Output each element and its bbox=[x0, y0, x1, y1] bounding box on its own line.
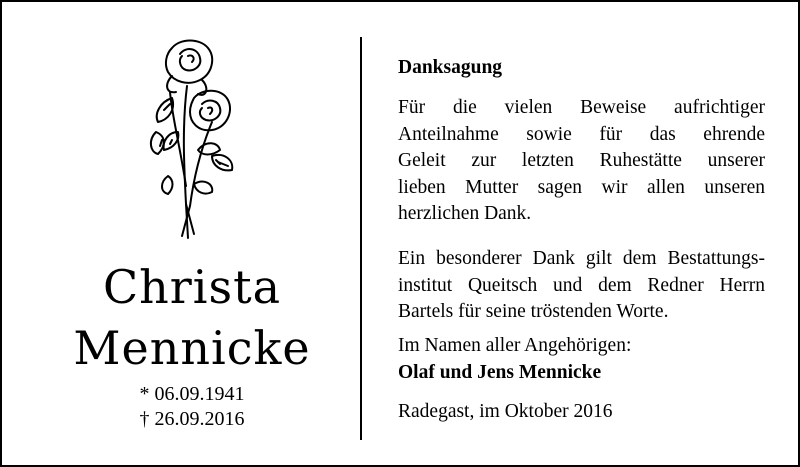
special-thanks-paragraph bbox=[398, 246, 765, 326]
paragraph-line: Anteilnahme sowie für das ehrende bbox=[398, 123, 765, 145]
signature-names: Olaf und Jens Mennicke bbox=[398, 361, 602, 383]
birth-date: * 06.09.1941 bbox=[139, 383, 245, 405]
notice-heading: Danksagung bbox=[398, 57, 503, 78]
rose-bouquet-icon bbox=[142, 36, 242, 242]
thanks-paragraph bbox=[398, 95, 765, 228]
signature-block bbox=[398, 333, 765, 386]
paragraph-line: Geleit zur letzten Ruhestätte unserer bbox=[398, 150, 765, 171]
paragraph-line: Bartels für seine tröstenden Worte. bbox=[398, 301, 669, 322]
paragraph-line: Für die vielen Beweise aufrichtiger bbox=[398, 97, 765, 118]
life-dates bbox=[42, 382, 342, 432]
signature-intro: Im Namen aller Angehörigen: bbox=[398, 335, 632, 356]
paragraph-line: Ein besonderer Dank gilt dem Bestattungs- bbox=[398, 248, 765, 269]
deceased-last-name: Mennicke bbox=[73, 321, 311, 375]
deceased-first-name: Christa bbox=[102, 260, 282, 314]
paragraph-line: institut Queitsch und dem Redner Herrn bbox=[398, 274, 765, 296]
death-date: † 26.09.2016 bbox=[139, 408, 245, 430]
place-and-date: Radegast, im Oktober 2016 bbox=[398, 401, 613, 422]
paragraph-line: lieben Mutter sagen wir allen unseren bbox=[398, 176, 765, 198]
vertical-divider bbox=[360, 37, 362, 440]
paragraph-line: herzlichen Dank. bbox=[398, 203, 532, 224]
